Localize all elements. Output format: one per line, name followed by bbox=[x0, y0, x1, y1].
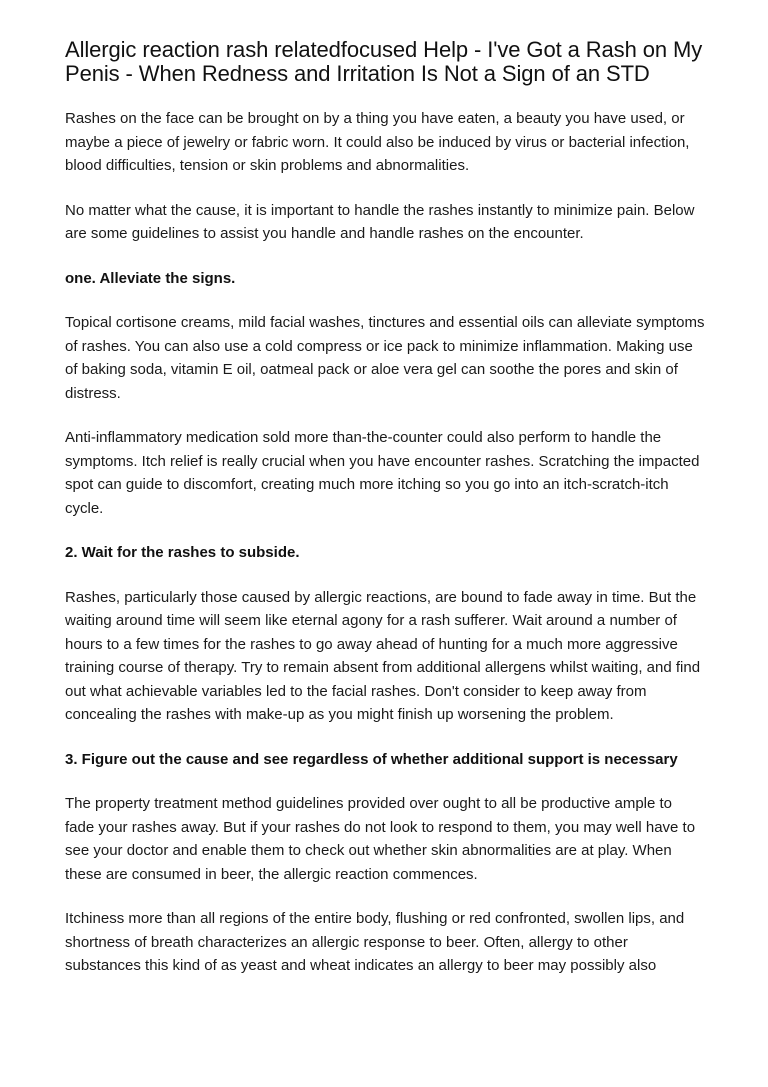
spacer bbox=[65, 290, 705, 311]
section-heading-2: 2. Wait for the rashes to subside. bbox=[65, 544, 300, 561]
spacer bbox=[65, 178, 705, 199]
paragraph-topical: Topical cortisone creams, mild facial washes, tinctures and essential oils can alleviate symptoms of rashes. You can also use a cold compress or ice pack to minimize inflammation. Making use of baking soda, vitamin E oil, oatmeal pack or aloe vera gel can soothe the pores and skin of distress. bbox=[65, 314, 705, 402]
paragraph-itchiness: Itchiness more than all regions of the entire body, flushing or red confronted, swollen lips, and shortness of breath characterizes an allergic response to beer. Often, allergy to other substances this kind of as yeast and wheat indicates an allergy to beer may possibly also bbox=[65, 910, 685, 974]
spacer bbox=[65, 565, 705, 586]
document-page bbox=[65, 38, 705, 978]
page-title: Allergic reaction rash relatedfocused Help - I've Got a Rash on My Penis - When Redness and Irritation Is Not a Sign of an STD bbox=[65, 37, 703, 86]
section-heading-3: 3. Figure out the cause and see regardless of whether additional support is necessary bbox=[65, 750, 678, 768]
spacer bbox=[65, 727, 705, 748]
paragraph-wait: Rashes, particularly those caused by allergic reactions, are bound to fade away in time. But the waiting around time will seem like eternal agony for a rash sufferer. Wait around a number of hours to a few times for the rashes to go away ahead of hunting for a much more aggressive training course of therapy. Try to remain absent from additional allergens whilst waiting, and find out what achievable variables led to the facial rashes. Don't consider to keep away from concealing the rashes with make-up as you might finish up worsening the problem. bbox=[65, 588, 701, 723]
paragraph-anti-inflammatory: Anti-inflammatory medication sold more than-the-counter could also perform to handle the symptoms. Itch relief is really crucial when you have encounter rashes. Scratching the impacted spot can guide to discomfort, creating much more itching so you go into an itch-scratch-itch cycle. bbox=[65, 429, 700, 517]
paragraph-cause: No matter what the cause, it is important to handle the rashes instantly to minimize pain. Below are some guidelines to assist you handle and handle rashes on the encounter. bbox=[65, 201, 695, 242]
spacer bbox=[65, 771, 705, 792]
spacer bbox=[65, 405, 705, 426]
spacer bbox=[65, 886, 705, 907]
spacer bbox=[65, 86, 705, 107]
spacer bbox=[65, 246, 705, 267]
paragraph-intro: Rashes on the face can be brought on by a thing you have eaten, a beauty you have used, or maybe a piece of jewelry or fabric worn. It could also be induced by virus or bacterial infection, blood difficulties, tension or skin problems and abnormalities. bbox=[65, 110, 690, 174]
section-heading-1: one. Alleviate the signs. bbox=[65, 269, 236, 287]
paragraph-treatment: The property treatment method guidelines provided over ought to all be productive ample to fade your rashes away. But if your rashes do not look to respond to them, you may well have to see your doctor and enable them to check out whether skin abnormalities are at play. When these are consumed in beer, the allergic reaction commences. bbox=[65, 795, 696, 883]
spacer bbox=[65, 520, 705, 541]
